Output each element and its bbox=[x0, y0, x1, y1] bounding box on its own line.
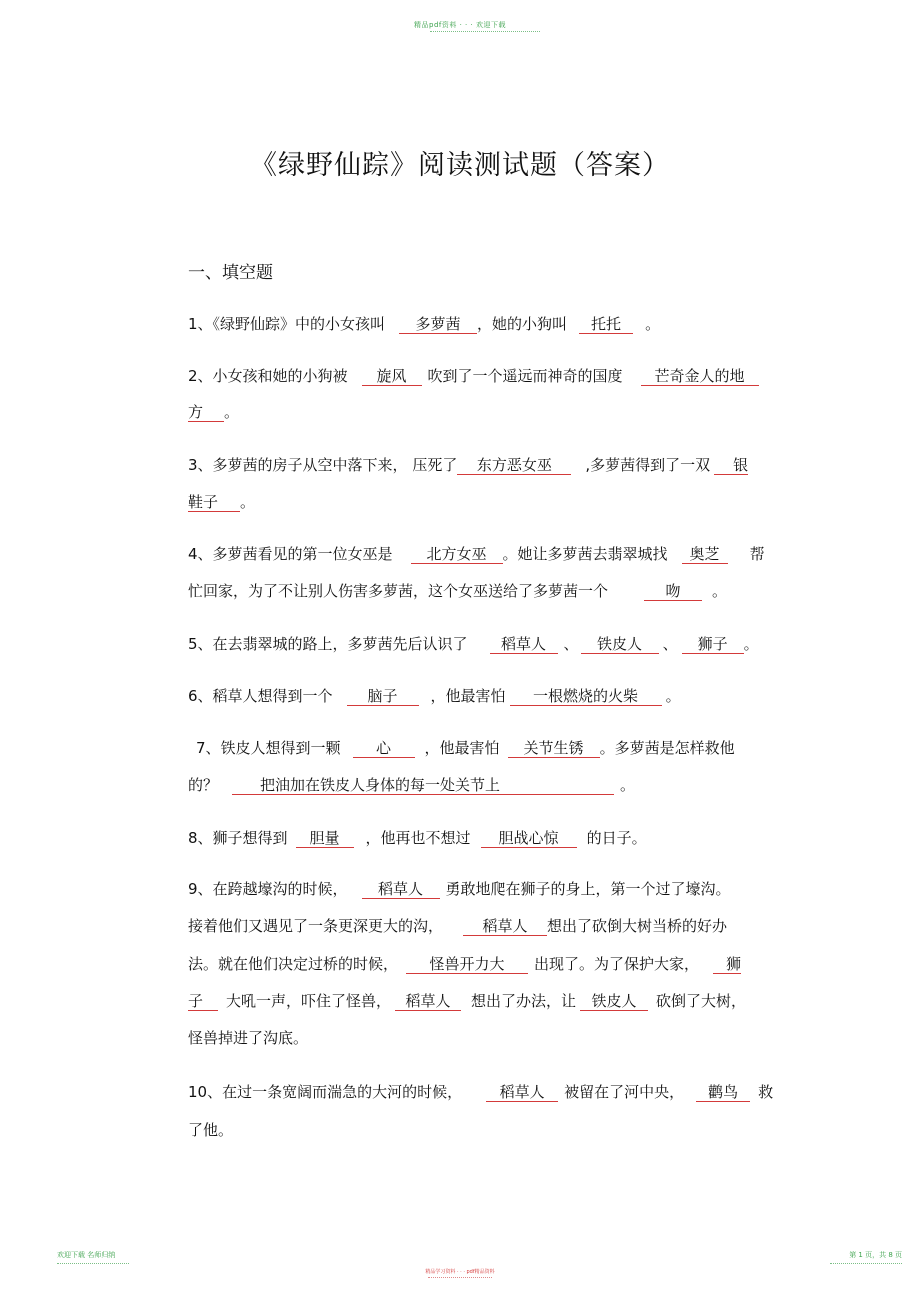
question-text: 。 bbox=[645, 315, 661, 333]
question-text: 的？ bbox=[188, 776, 219, 794]
question-text: ，他最害怕 bbox=[424, 739, 500, 757]
page-title: 《绿野仙踪》阅读测试题（答案） bbox=[250, 150, 670, 181]
answer-blank: 托托 bbox=[579, 315, 633, 334]
question-10 bbox=[188, 1082, 773, 1102]
footer-left-dotted-rule bbox=[57, 1263, 129, 1264]
question-text: 。 bbox=[665, 687, 681, 705]
question-text: 。 bbox=[620, 776, 636, 794]
question-text: 、 bbox=[662, 635, 678, 653]
answer-blank: 稻草人 bbox=[490, 635, 558, 654]
answer-blank: 方 bbox=[188, 403, 224, 422]
question-text: 4、多萝茜看见的第一位女巫是 bbox=[188, 545, 393, 563]
question-7-cont bbox=[188, 775, 635, 795]
answer-blank: 胆战心惊 bbox=[481, 829, 577, 848]
answer-blank: 鹳鸟 bbox=[696, 1083, 750, 1102]
answer-blank: 稻草人 bbox=[362, 880, 440, 899]
question-text: 忙回家，为了不让别人伤害多萝茜，这个女巫送给了多萝茜一个 bbox=[188, 582, 609, 600]
answer-blank: 狮 bbox=[713, 955, 741, 974]
question-text: 7、铁皮人想得到一颗 bbox=[196, 739, 341, 757]
question-text: 大吼一声，吓住了怪兽， bbox=[226, 992, 392, 1010]
answer-blank: 子 bbox=[188, 992, 218, 1011]
question-text: 勇敢地爬在狮子的身上，第一个过了壕沟。 bbox=[445, 880, 731, 898]
question-9-line5 bbox=[188, 1028, 308, 1048]
answer-blank: 怪兽开力大 bbox=[406, 955, 528, 974]
answer-blank: 狮子 bbox=[682, 635, 744, 654]
question-text: 、 bbox=[563, 635, 579, 653]
footer-right-dotted-rule bbox=[830, 1263, 902, 1264]
answer-blank: 心 bbox=[353, 739, 415, 758]
header-dotted-rule bbox=[430, 31, 540, 32]
answer-blank: 奥芝 bbox=[682, 545, 728, 564]
answer-blank: 胆量 bbox=[296, 829, 354, 848]
question-text: 。 bbox=[240, 493, 256, 511]
question-8 bbox=[188, 828, 647, 848]
question-text: 10、在过一条宽阔而湍急的大河的时候， bbox=[188, 1083, 463, 1101]
question-6 bbox=[188, 686, 681, 706]
question-text: 的日子。 bbox=[586, 829, 647, 847]
answer-blank: 东方恶女巫 bbox=[457, 456, 571, 475]
answer-blank: 北方女巫 bbox=[411, 545, 503, 564]
question-text: 砍倒了大树， bbox=[656, 992, 747, 1010]
question-text: 。 bbox=[743, 635, 759, 653]
question-7 bbox=[196, 738, 735, 758]
question-10-cont bbox=[188, 1120, 233, 1140]
question-text: 怪兽掉进了沟底。 bbox=[188, 1029, 309, 1047]
question-text: ，他最害怕 bbox=[430, 687, 506, 705]
question-text: ,多萝茜得到了一双 bbox=[585, 456, 711, 474]
footer-left-text: 欢迎下载 名师归纳 bbox=[57, 1251, 116, 1259]
question-text: 救 bbox=[758, 1083, 774, 1101]
question-3 bbox=[188, 455, 748, 475]
question-text: 法。就在他们决定过桥的时候， bbox=[188, 955, 399, 973]
answer-blank: 多萝茜 bbox=[399, 315, 477, 334]
question-4 bbox=[188, 544, 765, 564]
question-9 bbox=[188, 879, 731, 899]
question-text: 吹到了一个遥远而神奇的国度 bbox=[427, 367, 623, 385]
footer-center-text: 精品学习资料 · · · pdf精品资料 bbox=[425, 1269, 495, 1275]
question-text: ，他再也不想过 bbox=[365, 829, 471, 847]
answer-blank: 稻草人 bbox=[463, 917, 547, 936]
question-9-line3 bbox=[188, 954, 741, 974]
question-text: 帮 bbox=[749, 545, 765, 563]
page-header: 精品pdf资料 · · · 欢迎下载 bbox=[414, 21, 506, 29]
answer-blank: 稻草人 bbox=[486, 1083, 558, 1102]
footer-center-dotted-rule bbox=[428, 1277, 492, 1278]
question-text: 9、在跨越壕沟的时候， bbox=[188, 880, 348, 898]
question-text: 5、在去翡翠城的路上，多萝茜先后认识了 bbox=[188, 635, 468, 653]
answer-blank: 稻草人 bbox=[395, 992, 461, 1011]
question-text: 6、稻草人想得到一个 bbox=[188, 687, 333, 705]
question-text: ，她的小狗叫 bbox=[477, 315, 568, 333]
question-text: 。她让多萝茜去翡翠城找 bbox=[502, 545, 668, 563]
section-heading: 一、填空题 bbox=[188, 263, 273, 283]
answer-blank: 脑子 bbox=[347, 687, 419, 706]
question-text: 2、小女孩和她的小狗被 bbox=[188, 367, 348, 385]
question-text: 8、狮子想得到 bbox=[188, 829, 288, 847]
answer-blank: 旋风 bbox=[362, 367, 422, 386]
question-text: 被留在了河中央， bbox=[564, 1083, 685, 1101]
page-number: 第 1 页，共 8 页 bbox=[849, 1251, 902, 1259]
question-text: 接着他们又遇见了一条更深更大的沟， bbox=[188, 917, 444, 935]
answer-blank: 铁皮人 bbox=[581, 635, 659, 654]
answer-blank: 铁皮人 bbox=[580, 992, 648, 1011]
answer-blank: 把油加在铁皮人身体的每一处关节上 bbox=[232, 776, 614, 795]
question-4-cont bbox=[188, 581, 727, 601]
question-2-cont bbox=[188, 402, 239, 422]
question-text: 。多萝茜是怎样救他 bbox=[599, 739, 735, 757]
answer-blank: 芒奇金人的地 bbox=[641, 367, 759, 386]
question-text: 1、《绿野仙踪》中的小女孩叫 bbox=[188, 315, 386, 333]
question-text: 。 bbox=[712, 582, 728, 600]
question-text: 想出了办法，让 bbox=[471, 992, 577, 1010]
question-5 bbox=[188, 634, 759, 654]
question-9-line4 bbox=[188, 991, 746, 1011]
question-text: 了他。 bbox=[188, 1121, 234, 1139]
answer-blank: 吻 bbox=[644, 582, 702, 601]
answer-blank: 银 bbox=[714, 456, 748, 475]
answer-blank: 一根燃烧的火柴 bbox=[510, 687, 662, 706]
answer-blank: 鞋子 bbox=[188, 493, 240, 512]
question-1 bbox=[188, 314, 660, 334]
question-text: 3、多萝茜的房子从空中落下来， 压死了 bbox=[188, 456, 458, 474]
question-3-cont bbox=[188, 492, 255, 512]
question-text: 出现了。为了保护大家， bbox=[534, 955, 700, 973]
question-2 bbox=[188, 366, 759, 386]
question-9-line2 bbox=[188, 916, 727, 936]
answer-blank: 关节生锈 bbox=[508, 739, 600, 758]
question-text: 。 bbox=[224, 403, 240, 421]
question-text: 想出了砍倒大树当桥的好办 bbox=[547, 917, 728, 935]
